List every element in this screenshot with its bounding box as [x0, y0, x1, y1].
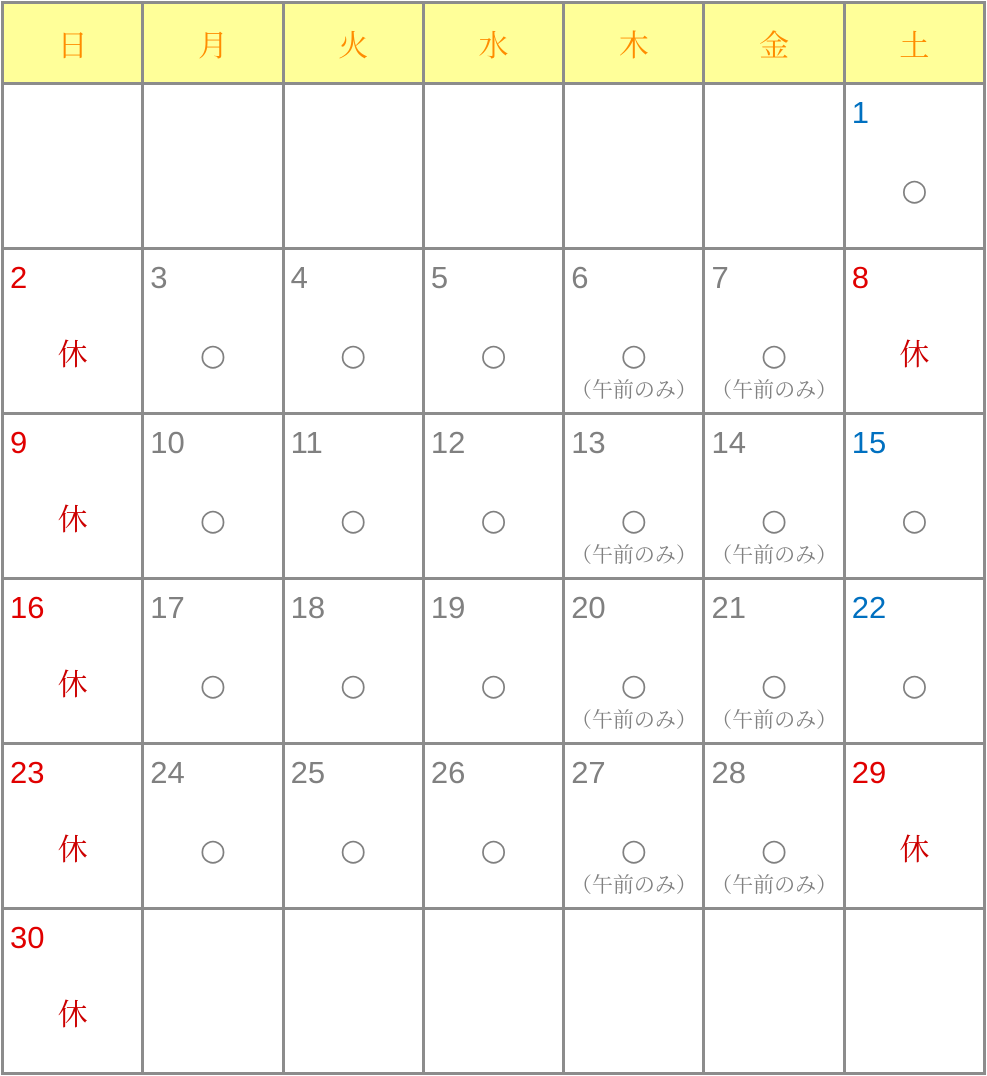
calendar-week-row — [3, 249, 985, 414]
weekday-header-wed: 水 — [423, 3, 563, 84]
calendar-day-cell — [3, 579, 143, 744]
weekday-header-thu: 木 — [564, 3, 704, 84]
weekday-header-fri: 金 — [704, 3, 844, 84]
calendar-day-cell — [143, 579, 283, 744]
open-mark: ○ — [340, 833, 367, 868]
day-number: 3 — [150, 260, 168, 295]
calendar-day-cell — [844, 579, 984, 744]
open-mark: ○ — [761, 668, 788, 703]
closed-mark: 休 — [57, 833, 88, 868]
calendar-day-cell — [704, 414, 844, 579]
closed-mark: 休 — [899, 833, 930, 868]
open-mark: ○ — [480, 503, 507, 538]
day-number: 11 — [290, 425, 323, 460]
day-number: 17 — [150, 590, 185, 625]
open-mark: ○ — [620, 503, 647, 538]
calendar-week-row — [3, 744, 985, 909]
day-number: 23 — [10, 755, 45, 790]
open-mark: ○ — [761, 833, 788, 868]
calendar-table — [1, 1, 986, 1075]
morning-only-note: （午前のみ） — [711, 378, 838, 402]
day-number: 2 — [10, 260, 28, 295]
calendar-day-cell — [283, 414, 423, 579]
open-mark: ○ — [199, 833, 227, 868]
calendar-day-cell — [143, 414, 283, 579]
day-number: 22 — [851, 590, 887, 625]
open-mark: ○ — [199, 503, 227, 538]
calendar-empty-cell — [564, 84, 704, 249]
calendar-day-cell — [3, 249, 143, 414]
closed-mark: 休 — [57, 668, 88, 703]
weekday-header-mon: 月 — [143, 3, 283, 84]
day-number: 28 — [711, 755, 746, 790]
calendar-day-cell — [423, 249, 563, 414]
morning-only-note: （午前のみ） — [711, 708, 838, 732]
day-number: 26 — [430, 755, 466, 790]
day-number: 4 — [290, 260, 308, 295]
open-mark: ○ — [480, 668, 507, 703]
day-number: 10 — [150, 425, 185, 460]
open-mark: ○ — [761, 338, 788, 373]
open-mark: ○ — [620, 338, 647, 373]
weekday-header-sun: 日 — [3, 3, 143, 84]
day-number: 14 — [711, 425, 746, 460]
day-number: 8 — [851, 260, 870, 295]
calendar-week-row — [3, 909, 985, 1074]
calendar-day-cell — [283, 249, 423, 414]
calendar-empty-cell — [564, 909, 704, 1074]
open-mark: ○ — [901, 503, 928, 538]
open-mark: ○ — [199, 338, 227, 373]
calendar-empty-cell — [704, 84, 844, 249]
calendar-empty-cell — [283, 84, 423, 249]
calendar-day-cell — [844, 249, 984, 414]
day-number: 24 — [150, 755, 185, 790]
calendar-week-row — [3, 84, 985, 249]
day-number: 25 — [290, 755, 326, 790]
closed-mark: 休 — [899, 338, 930, 373]
open-mark: ○ — [199, 668, 227, 703]
open-mark: ○ — [340, 668, 367, 703]
day-number: 27 — [571, 755, 606, 790]
day-number: 21 — [711, 590, 746, 625]
calendar-week-row — [3, 414, 985, 579]
open-mark: ○ — [620, 668, 647, 703]
calendar-day-cell — [283, 579, 423, 744]
calendar-empty-cell — [704, 909, 844, 1074]
calendar-empty-cell — [143, 909, 283, 1074]
calendar-day-cell — [704, 249, 844, 414]
calendar-day-cell — [844, 414, 984, 579]
day-number: 6 — [571, 260, 589, 295]
day-number: 18 — [290, 590, 326, 625]
morning-only-note: （午前のみ） — [570, 873, 697, 897]
calendar-empty-cell — [283, 909, 423, 1074]
closed-mark: 休 — [57, 338, 88, 373]
calendar-day-cell — [564, 744, 704, 909]
morning-only-note: （午前のみ） — [570, 543, 697, 567]
morning-only-note: （午前のみ） — [711, 543, 838, 567]
calendar-empty-cell — [423, 84, 563, 249]
calendar-day-cell — [564, 249, 704, 414]
calendar-day-cell — [423, 414, 563, 579]
day-number: 16 — [10, 590, 45, 625]
calendar-day-cell — [844, 84, 984, 249]
day-number: 20 — [571, 590, 606, 625]
calendar-day-cell — [143, 744, 283, 909]
day-number: 13 — [571, 425, 606, 460]
morning-only-note: （午前のみ） — [711, 873, 838, 897]
morning-only-note: （午前のみ） — [570, 708, 697, 732]
weekday-header-row — [3, 3, 985, 84]
open-mark: ○ — [761, 503, 788, 538]
calendar-day-cell — [3, 414, 143, 579]
calendar-empty-cell — [3, 84, 143, 249]
closed-mark: 休 — [57, 503, 88, 538]
open-mark: ○ — [901, 173, 928, 208]
calendar-day-cell — [564, 579, 704, 744]
calendar-day-cell — [283, 744, 423, 909]
day-number: 12 — [430, 425, 466, 460]
open-mark: ○ — [480, 833, 507, 868]
weekday-header-tue: 火 — [283, 3, 423, 84]
calendar-empty-cell — [423, 909, 563, 1074]
calendar-day-cell — [143, 249, 283, 414]
day-number: 19 — [430, 590, 466, 625]
day-number: 5 — [430, 260, 449, 295]
open-mark: ○ — [480, 338, 507, 373]
open-mark: ○ — [620, 833, 647, 868]
calendar-empty-cell — [844, 909, 984, 1074]
calendar-day-cell — [3, 909, 143, 1074]
calendar-day-cell — [564, 414, 704, 579]
open-mark: ○ — [340, 338, 367, 373]
calendar-day-cell — [844, 744, 984, 909]
closed-mark: 休 — [57, 998, 88, 1033]
calendar-day-cell — [704, 744, 844, 909]
calendar-day-cell — [704, 579, 844, 744]
calendar-empty-cell — [143, 84, 283, 249]
day-number: 1 — [851, 95, 870, 130]
day-number: 7 — [711, 260, 729, 295]
open-mark: ○ — [340, 503, 367, 538]
morning-only-note: （午前のみ） — [570, 378, 697, 402]
calendar-week-row — [3, 579, 985, 744]
day-number: 15 — [851, 425, 887, 460]
weekday-header-sat: 土 — [844, 3, 984, 84]
calendar-day-cell — [3, 744, 143, 909]
calendar-day-cell — [423, 579, 563, 744]
day-number: 29 — [851, 755, 887, 790]
calendar-day-cell — [423, 744, 563, 909]
day-number: 30 — [10, 920, 45, 955]
day-number: 9 — [10, 425, 28, 460]
open-mark: ○ — [901, 668, 928, 703]
